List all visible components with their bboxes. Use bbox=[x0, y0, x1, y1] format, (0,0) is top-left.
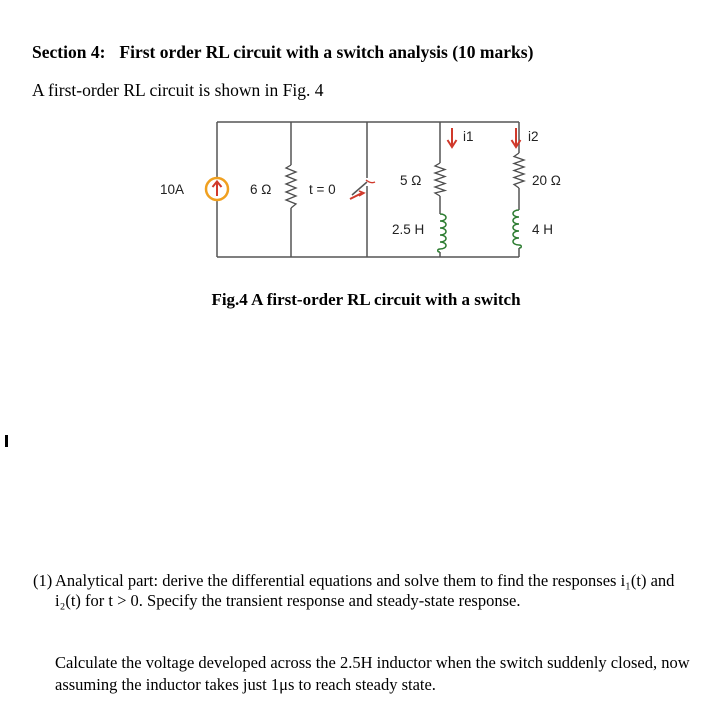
current-source bbox=[206, 178, 228, 200]
circuit-diagram bbox=[0, 0, 722, 300]
question-1 bbox=[33, 571, 693, 611]
label-r1: 6 Ω bbox=[250, 182, 272, 197]
figure-caption: Fig.4 A first-order RL circuit with a switch bbox=[211, 290, 521, 309]
label-i2: i2 bbox=[528, 129, 539, 144]
label-switch: t = 0 bbox=[309, 182, 336, 197]
inductor-4h bbox=[513, 210, 521, 248]
question-2: Calculate the voltage developed across the 2.5H inductor when the switch suddenly closed, now assuming the inductor takes just 1μs to reach steady state. bbox=[55, 653, 690, 694]
resistor-20ohm bbox=[514, 153, 524, 188]
inductor-2-5h bbox=[438, 214, 446, 252]
section-title: First order RL circuit with a switch analysis (10 marks) bbox=[119, 42, 534, 62]
label-r2: 5 Ω bbox=[400, 173, 422, 188]
current-arrow-i1 bbox=[448, 128, 457, 147]
label-l1: 2.5 H bbox=[392, 222, 425, 237]
label-r3: 20 Ω bbox=[532, 173, 561, 188]
margin-marker bbox=[5, 435, 8, 447]
resistor-6ohm bbox=[286, 165, 296, 208]
question-1-text: Analytical part: derive the differential equations and solve them to find the responses i₁(t) and i₂(t) for t > 0. Specify the transient response and steady-state response. bbox=[55, 571, 675, 610]
switch bbox=[350, 180, 375, 199]
resistor-5ohm bbox=[435, 163, 445, 196]
label-source: 10A bbox=[160, 182, 185, 197]
intro-text: A first-order RL circuit is shown in Fig. 4 bbox=[32, 80, 324, 100]
section-label: Section 4: bbox=[32, 42, 106, 62]
label-i1: i1 bbox=[463, 129, 474, 144]
question-1-number: (1) bbox=[33, 571, 53, 590]
label-l2: 4 H bbox=[532, 222, 554, 237]
